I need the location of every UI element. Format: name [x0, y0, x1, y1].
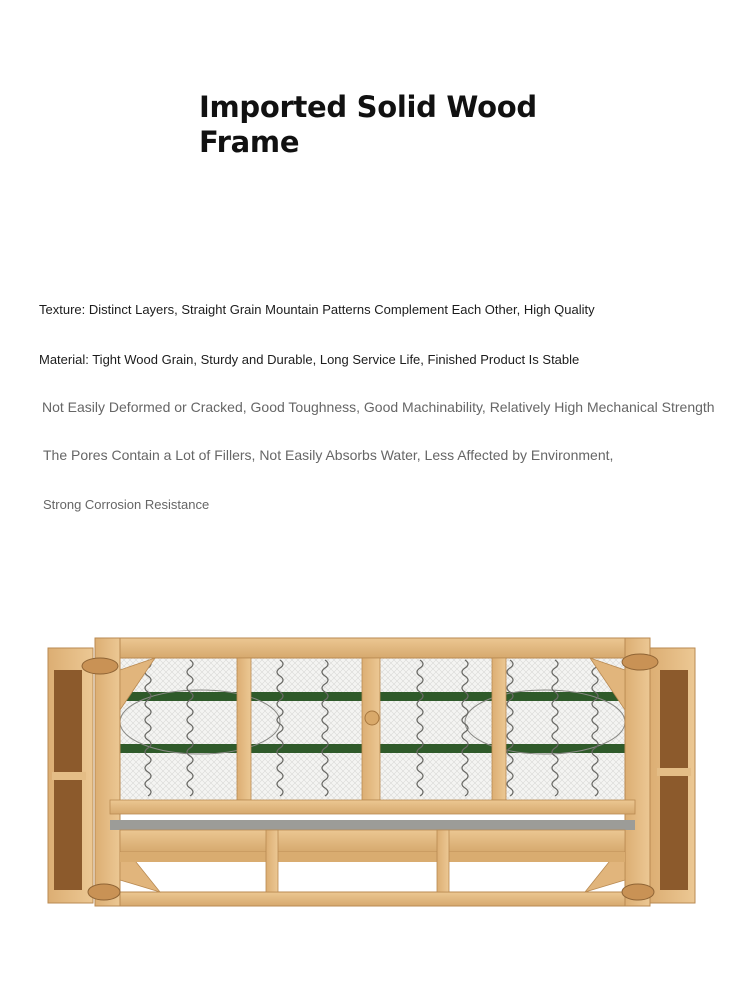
- toughness-text: Not Easily Deformed or Cracked, Good Toughness, Good Machinability, Relatively High Mechanical Strength: [42, 399, 715, 415]
- wood-frame-image: [40, 630, 705, 915]
- title-line-1: Imported Solid Wood: [199, 90, 537, 124]
- corrosion-text: Strong Corrosion Resistance: [43, 497, 210, 512]
- texture-text: Texture: Distinct Layers, Straight Grain Mountain Patterns Complement Each Other, High Quality: [39, 302, 595, 317]
- page-title: [199, 90, 559, 160]
- title-line-2: Frame: [199, 125, 300, 159]
- material-text: Material: Tight Wood Grain, Sturdy and Durable, Long Service Life, Finished Product Is Stable: [39, 352, 580, 367]
- pores-text: The Pores Contain a Lot of Fillers, Not Easily Absorbs Water, Less Affected by Environment,: [43, 447, 614, 463]
